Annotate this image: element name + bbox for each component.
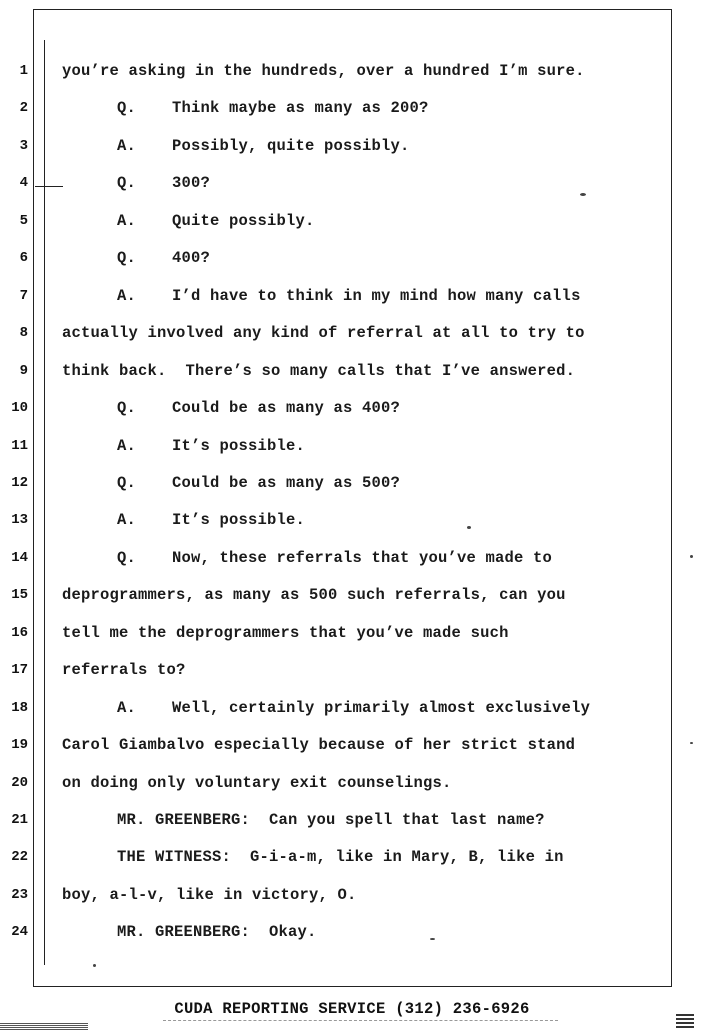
line-number: 5 [19, 212, 28, 229]
line-content: THE WITNESS: G-i-a-m, like in Mary, B, like in [117, 848, 564, 867]
line-number: 9 [19, 362, 28, 379]
line-number: 14 [11, 549, 28, 566]
transcript-line [0, 582, 704, 608]
scan-speck [690, 555, 693, 558]
line-text [62, 770, 452, 796]
footer-underline-artifact [163, 1020, 558, 1024]
line-number: 13 [11, 512, 28, 529]
line-number: 11 [11, 437, 28, 454]
line-content: Could be as many as 400? [172, 399, 401, 418]
line-text [62, 620, 509, 646]
line-number: 23 [11, 886, 28, 903]
line-number: 24 [11, 924, 28, 941]
line-number: 15 [11, 587, 28, 604]
transcript-line [0, 620, 704, 646]
line-number: 22 [11, 849, 28, 866]
transcript-line [0, 245, 704, 271]
line-content: MR. GREENBERG: Okay. [117, 923, 317, 942]
transcript-line [0, 807, 704, 833]
transcript-line [0, 395, 704, 421]
line-text [117, 545, 552, 571]
speaker-label: Q. [117, 399, 137, 418]
line-content: I’d have to think in my mind how many calls [172, 286, 581, 305]
line-number: 1 [19, 63, 28, 79]
transcript-line [0, 358, 704, 384]
line-text [62, 882, 357, 908]
line-content: boy, a-l-v, like in victory, O. [62, 885, 357, 904]
line-text [117, 133, 410, 159]
speaker-label: Q. [117, 473, 137, 492]
line-text [62, 732, 575, 758]
transcript-line [0, 732, 704, 758]
transcript-line [0, 95, 704, 121]
footer-reporting-service: CUDA REPORTING SERVICE (312) 236-6926 [174, 1000, 530, 1018]
line-number: 3 [19, 137, 28, 154]
line-content: on doing only voluntary exit counselings. [62, 773, 452, 792]
transcript-line [0, 320, 704, 346]
scan-speck [93, 964, 96, 967]
line-number: 10 [11, 400, 28, 417]
line-text [62, 58, 585, 84]
speaker-label: A. [117, 511, 137, 530]
line-content: actually involved any kind of referral at all to try to [62, 324, 585, 343]
line-content: Possibly, quite possibly. [172, 136, 410, 155]
line-number: 16 [11, 624, 28, 641]
line-number: 17 [11, 662, 28, 679]
line-text [117, 245, 210, 271]
line-number: 21 [11, 812, 28, 828]
line-content: deprogrammers, as many as 500 such referrals, can you [62, 586, 566, 605]
line-number: 19 [11, 737, 28, 754]
line-content: referrals to? [62, 661, 186, 680]
line-text [117, 919, 317, 945]
line-number: 20 [11, 774, 28, 791]
line-text [117, 433, 305, 459]
transcript-line [0, 283, 704, 309]
transcript-line [0, 770, 704, 796]
scan-corner-artifact [676, 1014, 694, 1028]
line-number: 8 [19, 325, 28, 342]
line-content: Well, certainly primarily almost exclusively [172, 698, 591, 717]
line-content: you’re asking in the hundreds, over a hundred I’m sure. [62, 62, 585, 80]
line-text [117, 95, 429, 121]
line-content: 300? [172, 174, 211, 193]
transcript-line [0, 208, 704, 234]
scan-edge-artifact [0, 1023, 88, 1031]
transcript-line [0, 58, 704, 84]
line-content: tell me the deprogrammers that you’ve made such [62, 623, 509, 642]
line-number: 6 [19, 250, 28, 267]
speaker-label: Q. [117, 548, 137, 567]
line-content: MR. GREENBERG: Can you spell that last name? [117, 811, 545, 829]
scan-speck [580, 193, 586, 196]
line-text [62, 358, 575, 384]
line-text [62, 320, 585, 346]
line-content: Quite possibly. [172, 211, 315, 230]
line-text [117, 470, 400, 496]
scan-speck [467, 526, 471, 529]
line-text [117, 807, 545, 833]
line-text [117, 283, 581, 309]
speaker-label: Q. [117, 249, 137, 268]
line-content: Now, these referrals that you’ve made to [172, 548, 553, 567]
scan-speck [690, 742, 693, 744]
transcript-line [0, 433, 704, 459]
transcript-line [0, 545, 704, 571]
line-text [62, 657, 186, 683]
speaker-label: Q. [117, 99, 137, 118]
line-number: 12 [11, 474, 28, 491]
line-content: It’s possible. [172, 436, 306, 455]
line-text [117, 507, 305, 533]
line-text [117, 844, 564, 870]
line-text [117, 208, 315, 234]
line-number: 7 [19, 287, 28, 304]
speaker-label: A. [117, 698, 137, 717]
line-content: think back. There’s so many calls that I’ve answered. [62, 361, 576, 380]
speaker-label: A. [117, 436, 137, 455]
speaker-label: A. [117, 211, 137, 230]
line-content: It’s possible. [172, 511, 306, 530]
line-content: Could be as many as 500? [172, 473, 401, 492]
line-number: 18 [11, 699, 28, 716]
speaker-label: A. [117, 136, 137, 155]
transcript-line [0, 170, 704, 196]
line-text [117, 695, 590, 721]
line-number: 2 [19, 100, 28, 117]
transcript-line [0, 695, 704, 721]
line-number: 4 [19, 175, 28, 192]
transcript-line [0, 919, 704, 945]
transcript-line [0, 470, 704, 496]
transcript-line [0, 657, 704, 683]
speaker-label: Q. [117, 174, 137, 193]
line-text [62, 582, 566, 608]
line-content: Carol Giambalvo especially because of her strict stand [62, 736, 576, 755]
scan-speck [430, 938, 435, 940]
transcript-line [0, 882, 704, 908]
transcript-line [0, 844, 704, 870]
line-text [117, 395, 400, 421]
line-content: Think maybe as many as 200? [172, 99, 429, 118]
transcript-line [0, 133, 704, 159]
transcript-line [0, 507, 704, 533]
line-text [117, 170, 210, 196]
line-content: 400? [172, 249, 211, 268]
speaker-label: A. [117, 286, 137, 305]
